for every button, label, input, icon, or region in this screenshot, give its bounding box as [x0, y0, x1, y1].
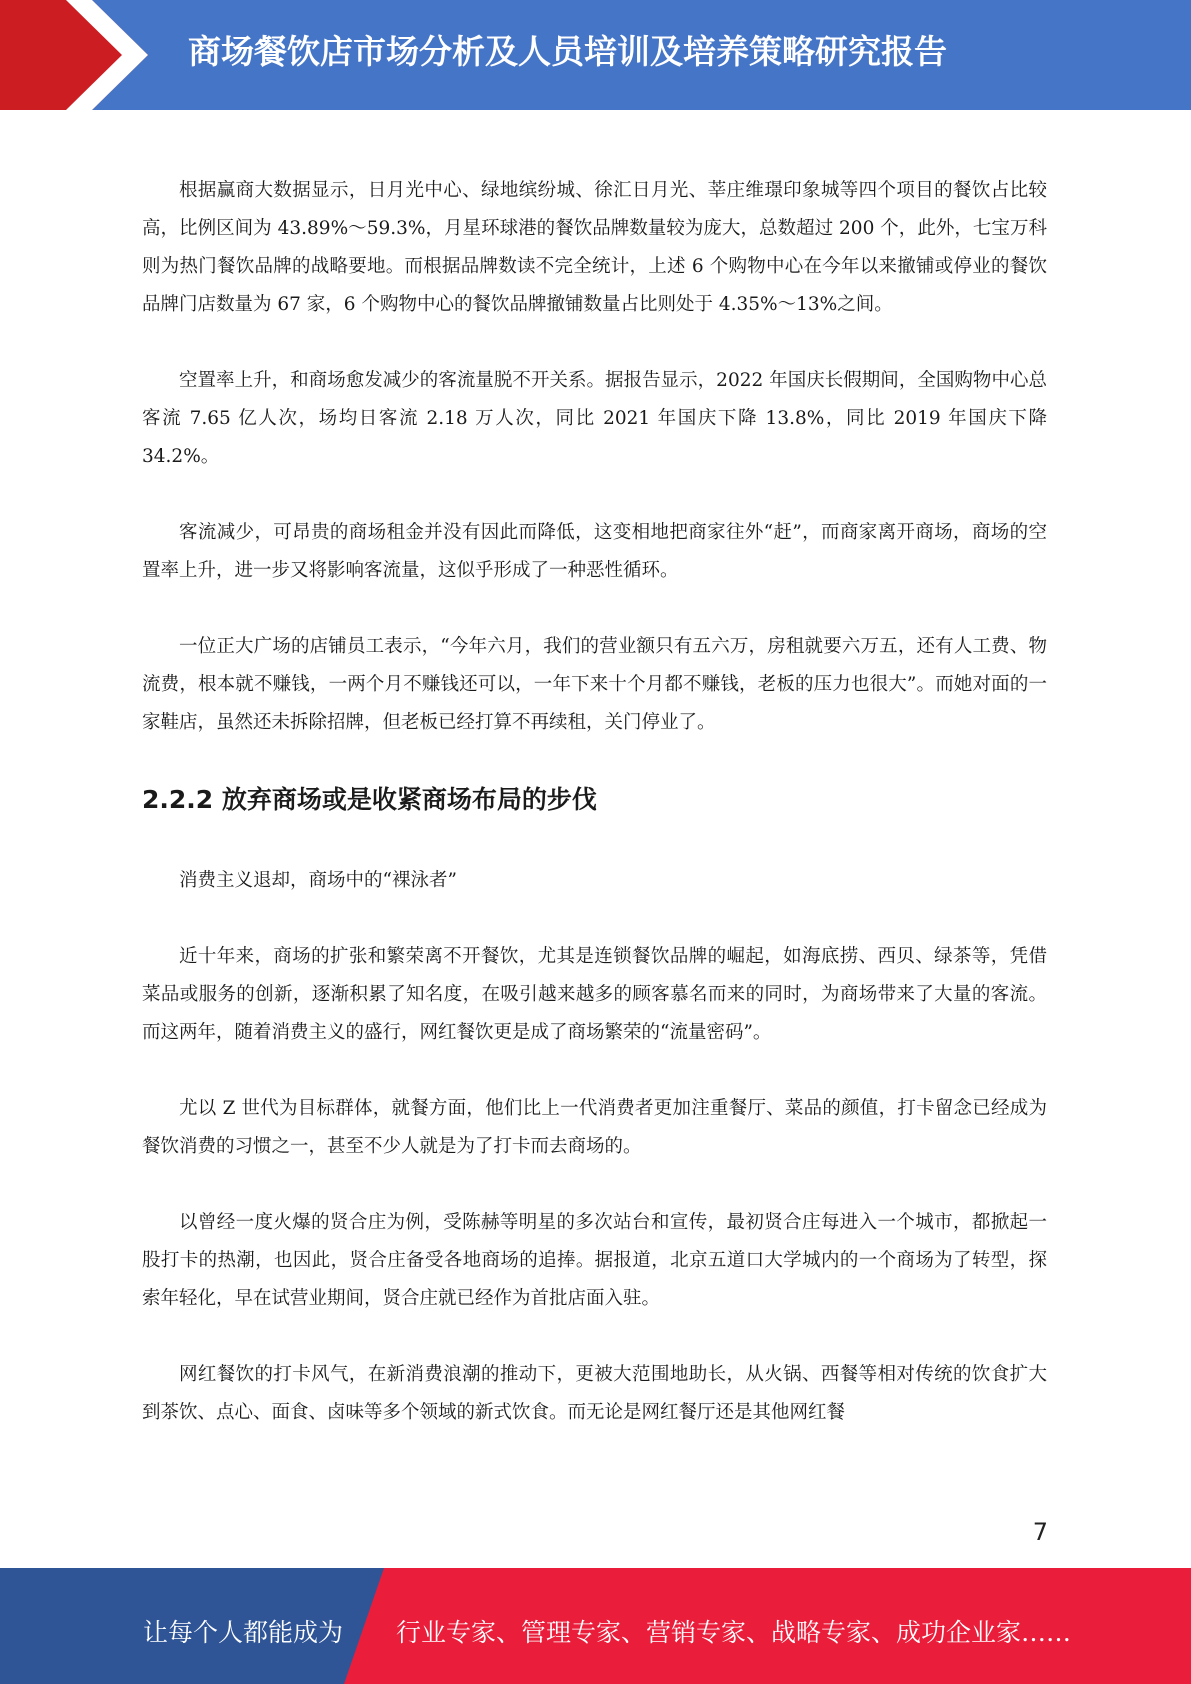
body-paragraph: 客流减少，可昂贵的商场租金并没有因此而降低，这变相地把商家往外“赶”，而商家离开商场，商场的空置率上升，进一步又将影响客流量，这似乎形成了一种恶性循环。 [142, 522, 1047, 581]
page-footer-banner [0, 1568, 1191, 1684]
body-paragraph: 根据赢商大数据显示，日月光中心、绿地缤纷城、徐汇日月光、莘庄维璟印象城等四个项目的餐饮占比较高，比例区间为 43.89%～59.3%，月星环球港的餐饮品牌数量较为庞大，总数超过 200 个，此外，七宝万科则为热门餐饮品牌的战略要地。而根据品牌数读不完全统计，上述 6 个购物中心在今年以来撤铺或停业的餐饮品牌门店数量为 67 家，6 个购物中心的餐饮品牌撤铺数量占比则处于 4.35%～13%之间。 [142, 180, 1047, 315]
body-paragraph: 一位正大广场的店铺员工表示，“今年六月，我们的营业额只有五六万，房租就要六万五，还有人工费、物流费，根本就不赚钱，一两个月不赚钱还可以，一年下来十个月都不赚钱，老板的压力也很大”。而她对面的一家鞋店，虽然还未拆除招牌，但老板已经打算不再续租，关门停业了。 [142, 636, 1047, 733]
body-paragraph: 消费主义退却，商场中的“裸泳者” [179, 870, 457, 891]
page-header-banner [0, 0, 1191, 110]
page-body [142, 172, 1047, 1470]
page-number: 7 [1032, 1518, 1048, 1546]
section-heading: 2.2.2 放弃商场或是收紧商场布局的步伐 [142, 785, 597, 814]
body-paragraph: 空置率上升，和商场愈发减少的客流量脱不开关系。据报告显示，2022 年国庆长假期间，全国购物中心总客流 7.65 亿人次，场均日客流 2.18 万人次，同比 2021 年国庆下降 13.8%，同比 2019 年国庆下降 34.2%。 [142, 370, 1047, 467]
body-paragraph: 网红餐饮的打卡风气，在新消费浪潮的推动下，更被大范围地助长，从火锅、西餐等相对传统的饮食扩大到茶饮、点心、面食、卤味等多个领域的新式饮食。而无论是网红餐厅还是其他网红餐 [142, 1364, 1047, 1423]
footer-slogan-right: 行业专家、管理专家、营销专家、战略专家、成功企业家…… [396, 1618, 1072, 1647]
footer-slogan-left: 让每个人都能成为 [143, 1618, 344, 1647]
document-title: 商场餐饮店市场分析及人员培训及培养策略研究报告 [188, 32, 947, 71]
body-paragraph: 尤以 Z 世代为目标群体，就餐方面，他们比上一代消费者更加注重餐厅、菜品的颜值，打卡留念已经成为餐饮消费的习惯之一，甚至不少人就是为了打卡而去商场的。 [142, 1098, 1047, 1157]
body-paragraph: 以曾经一度火爆的贤合庄为例，受陈赫等明星的多次站台和宣传，最初贤合庄每进入一个城市，都掀起一股打卡的热潮，也因此，贤合庄备受各地商场的追捧。据报道，北京五道口大学城内的一个商场为了转型，探索年轻化，早在试营业期间，贤合庄就已经作为首批店面入驻。 [142, 1212, 1047, 1309]
body-paragraph: 近十年来，商场的扩张和繁荣离不开餐饮，尤其是连锁餐饮品牌的崛起，如海底捞、西贝、绿茶等，凭借菜品或服务的创新，逐渐积累了知名度，在吸引越来越多的顾客慕名而来的同时，为商场带来了大量的客流。而这两年，随着消费主义的盛行，网红餐饮更是成了商场繁荣的“流量密码”。 [142, 946, 1047, 1043]
